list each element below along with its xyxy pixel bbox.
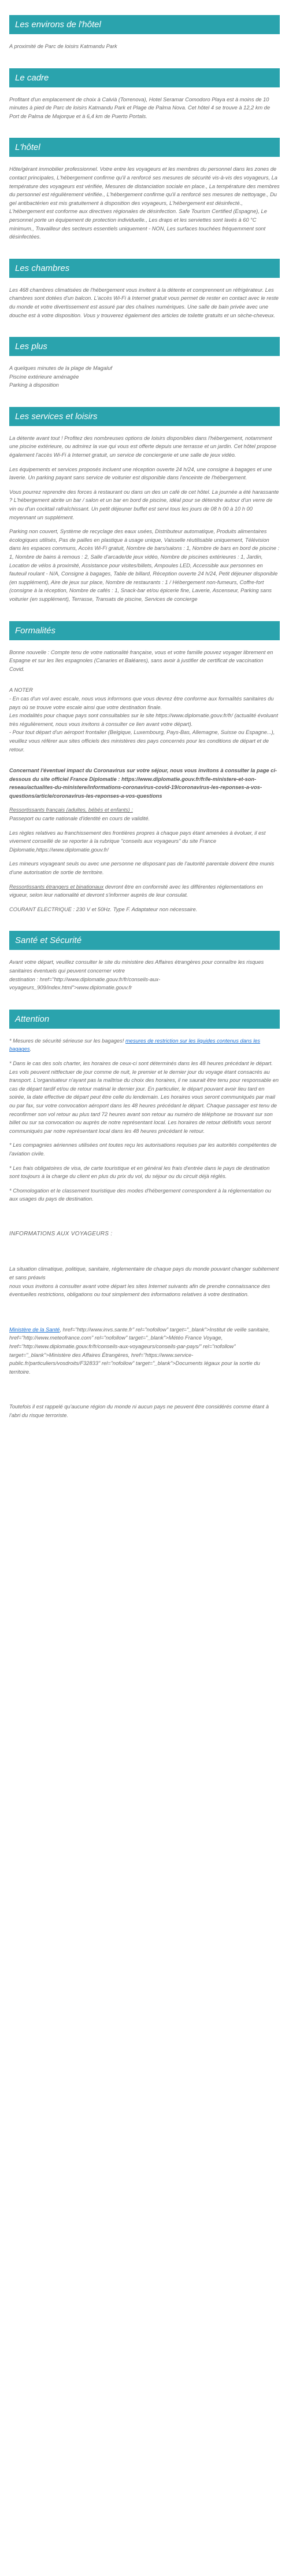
services-amenities-list: Parking non couvert, Système de recyclage des eaux usées, Distributeur automatique, Produits alimentaires écologiques utilisés, Pas de pailles en plastique à usage unique, Vaisselle réutilisable uniquement, Télévision dans les espaces communs, Accès Wi-Fi gratuit, Nombre de bars/salons : 1, Nombre de bars en bord de piscine : 1, Nombre de bains à remous : 2, Salle d'arcade/de jeux vidéo, Nombre de piscines extérieures : 1, Jardin, Location de vélos à proximité, Assistance pour visites/billets, Ampoules LED, Accessible aux personnes en fauteuil roulant - N/A, Consigne à bagages, Table de billard, Réception ouverte 24 h/24, Petit déjeuner disponible (en supplément), Aire de jeux sur place, Nombre de restaurants : 1 / Hébergement non-fumeurs, Coffre-fort (consigne à la réception, Nombre de cafés : 1, Snack-bar et/ou épicerie fine, Laverie, Ascenseur, Parking sans voiturier (en supplément), Terrasse, Transats de piscine, Services de concierge — [9, 529, 280, 602]
note-line: - Pour tout départ d'un aéroport frontalier (Belgique, Luxembourg, Pays-Bas, Allemagne, Suisse ou Espagne...), veuillez vous référer aux sites officiels des ministères des pays concernés pour les conditions de départ et de retour. — [9, 729, 275, 753]
section-title-plus: Les plus — [9, 337, 280, 356]
plus-item: Piscine extérieure aménagée — [9, 373, 79, 380]
info-text: nous vous invitons à consulter avant votre départ les sites Internet suivants afin de prendre connaissance des éventuelles restrictions, obligations ou tout simplement des informations relatives à votre destination. — [9, 1283, 271, 1298]
services-paragraph: Les équipements et services proposés incluent une réception ouverte 24 h/24, une consigne à bagages et une laverie. Un parking payant sans service de voiturier est disponible dans l'enceinte de l'hébergement. — [9, 466, 272, 481]
foreign-text: devront être en conformité avec les différentes réglementations en vigueur, selon leur nationalité et devront s'informer auprès de leur consulat. — [9, 883, 263, 898]
electric-info: COURANT ELECTRIQUE : 230 V et 50Hz. Type F. Adaptateur non nécessaire. — [9, 906, 198, 912]
ministere-sante-link[interactable]: Ministère de la Santé — [9, 1326, 60, 1333]
section-title-services: Les services et loisirs — [9, 407, 280, 426]
section-chambres — [9, 259, 280, 320]
section-title-sante: Santé et Sécurité — [9, 931, 280, 950]
plus-item: Parking à disposition — [9, 382, 59, 388]
covid-notice: Concernant l'éventuel impact du Coronavirus sur votre séjour, nous vous invitons à consulter la page ci-dessous du site officiel France Diplomatie : https://www.diplomatie.gouv.fr/fr/le-ministere-et-son-reseau/actualites-du-ministere/informations-coronavirus-covid-19/coronavirus-les-reponses-a-vos-questions/article/coronavirus-les-reponses-a-vos-questions — [9, 768, 277, 799]
section-plus — [9, 337, 280, 390]
note-heading: A NOTER — [9, 687, 33, 693]
eu-text: Passeport ou carte nationale d'identité en cours de validité. — [9, 816, 150, 822]
minors-text: Les mineurs voyageant seuls ou avec une personne ne disposant pas de l'autorité parentale doivent être munis d'une autorisation de sortie de territoire. — [9, 861, 275, 876]
services-paragraph: La détente avant tout ! Profitez des nombreuses options de loisirs disponibles dans l'hébergement, notamment une piscine extérieure, ou admirez la vue qui vous est offerte depuis une terrasse et un jardin. Cet hôtel propose également l'accès Wi-Fi à Internet gratuit, un service de conciergerie et une salle de jeux vidéo. — [9, 435, 277, 458]
sante-destination: destination : href="http://www.diplomatie.gouv.fr/fr/conseils-aux-voyageurs_909/index.html">www.diplomatie.gouv.fr — [9, 976, 161, 991]
section-attention: Attention * Mesures de sécurité sérieuse sur les bagages! mesures de restriction sur les liquides contenus dans les bagages. * Dans le cas des sols charter, les horaires de ceux-ci sont déterminés dans les 48 heures précédant le départ. Les vols peuvent nittfectuer de jour comme de nuit, le premier et le dernier jour du voyage étant consacrés au transport. L'organisateur n'ayant pas la maîtrise du choix des horaires, il ne saurait être tenu pour responsable en cas de départ tardif et/ou de retour matinal le dernier jour. En particulier, le départ pouvant avoir lieu tard en soirée, la date effective de départ peut être celle du lendemain. Les horaires vous seront communiqués par mail ou par fax, sur votre convocation aéroport dans les 48 heures précédant le départ. Chaque passager est tenu de reconfirmer son vol retour au plus tard 72 heures avant son retour au numéro de téléphone se trouvant sur son billet ou sur sa convocation ou auprès de notre représentant local. Les horaires de retour définitifs vous seront communiqués par notre représentant local dans les 48 heures précédant le retour. * Les compagnies aériennes utilisées ont toutes reçu les autorisations requises par les autorités compétentes de l'aviation civile. * Les frais obligatoires de visa, de carte touristique et en général les frais d'entrée dans le pays de destination sont toujours à la charge du client en plus du prix du vol, du séjour ou du circuit déjà réglés. * Chomologation et le classement touristique des modes d'hébergement correspondent à la réglementation ou aux usages du pays de destination. INFORMATIONS AUX VOYAGEURS : La situation climatique, politique, sanitaire, réglementaire de chaque pays du monde pouvant changer subitement et sans préavis nous vous invitons à consulter avant votre départ les sites Internet suivants afin de prendre connaissance des éventuelles restrictions, obligations ou tout simplement des informations relatives à votre destination. Ministère de la Santé, href="http://www.invs.sante.fr" rel="nofollow" target="_blank">Institut de veille sanitaire, href="http://www.meteofrance.com" rel="nofollow" target="_blank">Météo France Voyage, href="http://www.diplomatie.gouv.fr/fr/conseils-aux-voyageurs/conseils-par-pays/" rel="nofollow" target="_blank">Ministère des Affaires Étrangères, href="https://www.service-public.fr/particuliers/vosdroits/F32833" rel="nofollow" target="_blank">Documents légaux pour la sortie du territoire. Toutefois il est rappelé qu'aucune région du monde ni aucun pays ne peuvent être considérés comme étant à l'abri du risque terroriste. — [9, 1010, 280, 1420]
chambres-text: Les 468 chambres climatisées de l'hébergement vous invitent à la détente et comprennent un réfrigérateur. Les chambres sont dotées d'un balcon. L'accès Wi-Fi à Internet gratuit vous permet de rester en contact avec le reste du monde et votre divertissement est assuré par des chaînes numériques. Une salle de bain privée avec une douche est à votre disposition. Vous y trouverez également des articles de toilette gratuits et un sèche-cheveux. — [9, 287, 279, 318]
section-services — [9, 407, 280, 604]
section-environs — [9, 15, 280, 51]
attention-bagages: * Mesures de sécurité sérieuse sur les bagages! — [9, 1037, 126, 1044]
section-title-cadre: Le cadre — [9, 68, 280, 87]
section-hotel — [9, 138, 280, 241]
info-voyageurs-heading: INFORMATIONS AUX VOYAGEURS : — [9, 1230, 113, 1237]
section-sante — [9, 931, 280, 992]
plus-list — [9, 364, 280, 390]
services-paragraph: Vous pourrez reprendre des forces à restaurant ou dans un des un café de cet hôtel. La journée a été harassante ? L'hébergement abrite un bar / salon et un bar en bord de piscine, idéal pour se détendre autour d'un verre de vin ou d'un cocktail rafraîchissant. Un petit déjeuner buffet est servi tous les jours de 08 h 00 à 10 h 00 moyennant un supplément. — [9, 489, 279, 520]
attention-fees: * Les frais obligatoires de visa, de carte touristique et en général les frais d'entrée dans le pays de destination sont toujours à la charge du client en plus du prix du vol, du séjour ou du circuit déjà réglés. — [9, 1165, 270, 1180]
attention-airlines: * Les compagnies aériennes utilisées ont toutes reçu les autorisations requises par les autorités compétentes de l'aviation civile. — [9, 1142, 277, 1157]
section-cadre — [9, 68, 280, 121]
section-title-environs: Les environs de l'hôtel — [9, 15, 280, 34]
attention-charter: * Dans le cas des sols charter, les horaires de ceux-ci sont déterminés dans les 48 heures précédant le départ. Les vols peuvent nittfectuer de jour comme de nuit, le premier et le dernier jour du voyage étant consacrés au transport. L'organisateur n'ayant pas la maîtrise du choix des horaires, il ne saurait être tenu pour responsable en cas de départ tardif et/ou de retour matinal le dernier jour. En particulier, le départ pouvant avoir lieu tard en soirée, la date effective de départ peut être celle du lendemain. Les horaires vous seront communiqués par mail ou par fax, sur votre convocation aéroport dans les 48 heures précédant le départ. Chaque passager est tenu de reconfirmer son vol retour au plus tard 72 heures avant son retour au numéro de téléphone se trouvant sur son billet ou sur sa convocation ou auprès de notre représentant local. Les horaires de retour définitifs vous seront communiqués par notre représentant local dans les 48 heures précédant le retour. — [9, 1060, 279, 1134]
section-title-chambres: Les chambres — [9, 259, 280, 278]
plus-item: A quelques minutes de la plage de Magaluf — [9, 365, 112, 372]
liquids-restriction-link[interactable]: mesures de restriction sur les liquides contenus dans les bagages — [9, 1037, 261, 1052]
hotel-text: Hôte/gérant immobilier professionnel. Votre entre les voyageurs et les membres du personnel dans les zones de contact principales, L'hébergement confirme qu'il a renforcé ses mesures de sécurité vis-à-vis des voyageurs, La température des voyageurs est vérifiée, Mesures de distanciation sociale en place., La température des membres du personnel est régulièrement vérifiée., L'hébergement confirme qu'il a renforcé ses mesures de nettoyage., Du gel antibactérien est mis gratuitement à disposition des voyageurs, L'hébergement est désinfecté., L'hébergement est conforme aux directives régionales de désinfection. Safe Tourism Certified (Espagne), Le personnel porte un équipement de protection individuelle., Les draps et les serviettes sont lavés à 60 °C minimum., Travailleur des secteurs essentiels uniquement - NON, Les surfaces touchées fréquemment sont désinfectées. — [9, 166, 280, 240]
section-title-formalites: Formalités — [9, 621, 280, 640]
foreign-heading: Ressortissants étrangers et binationaux — [9, 883, 104, 890]
rules-text: Les règles relatives au franchissement des frontières propres à chaque pays étant amenées à évoluer, il est vivement conseillé de se reporter à la rubrique "conseils aux voyageurs" du site France Diplomatie,https://www.diplomatie.gouv.fr/ — [9, 830, 266, 853]
eu-heading: Ressortissants français (adultes, bébés et enfants) : — [9, 807, 133, 813]
section-title-attention: Attention — [9, 1010, 280, 1029]
environs-text: A proximité de Parc de loisirs Katmandu Park — [9, 43, 117, 49]
cadre-text: Profitant d'un emplacement de choix à Calvià (Torrenova), Hotel Seramar Comodoro Playa est à moins de 10 minutes à pied de Parc de loisirs Katmandu Park et Plage de Palma Nova. Cet hôtel 4 se trouve à 12,2 km de Port de Palma de Majorque et à 6,4 km de Puerto Portals. — [9, 96, 271, 119]
attention-classification: * Chomologation et le classement touristique des modes d'hébergement correspondent à la réglementation ou aux usages du pays de destination. — [9, 1187, 271, 1202]
info-text: La situation climatique, politique, sanitaire, réglementaire de chaque pays du monde pouvant changer subitement et sans préavis — [9, 1266, 279, 1281]
formalites-intro: Bonne nouvelle : Compte tenu de votre nationalité française, vous et votre famille pouvez voyager librement en Espagne et sur les îles espagnoles (Canaries et Baléares), sans avoir à justifier de certificat de vaccination Covid. — [9, 649, 273, 672]
sante-text: Avant votre départ, veuillez consulter le site du ministère des Affaires étrangères pour connaître les risques sanitaires éventuels qui peuvent concerner votre — [9, 959, 264, 974]
terrorism-notice: Toutefois il est rappelé qu'aucune région du monde ni aucun pays ne peuvent être considérés comme étant à l'abri du risque terroriste. — [9, 1404, 269, 1418]
links-list: , href="http://www.invs.sante.fr" rel="nofollow" target="_blank">Institut de veille sanitaire, href="http://www.meteofrance.com" rel="nofollow" target="_blank">Météo France Voyage, href="http://www.diplomatie.gouv.fr/fr/conseils-aux-voyageurs/conseils-par-pays/" rel="nofollow" target="_blank">Ministère des Affaires Étrangères, href="https://www.service-public.fr/particuliers/vosdroits/F32833" rel="nofollow" target="_blank">Documents légaux pour la sortie du territoire. — [9, 1326, 270, 1375]
note-line: Les modalités pour chaque pays sont consultables sur le site https://www.diplomatie.gouv.fr/fr/ (actualité évoluant très régulièrement, nous vous invitons à consulter ce lien avant votre départ). — [9, 713, 278, 727]
note-line: - En cas d'un vol avec escale, nous vous informons que vous devrez être conforme aux formalités sanitaires du pays où se trouve votre escale ainsi que votre destination finale. — [9, 695, 274, 710]
section-title-hotel: L'hôtel — [9, 138, 280, 157]
section-formalites — [9, 621, 280, 914]
